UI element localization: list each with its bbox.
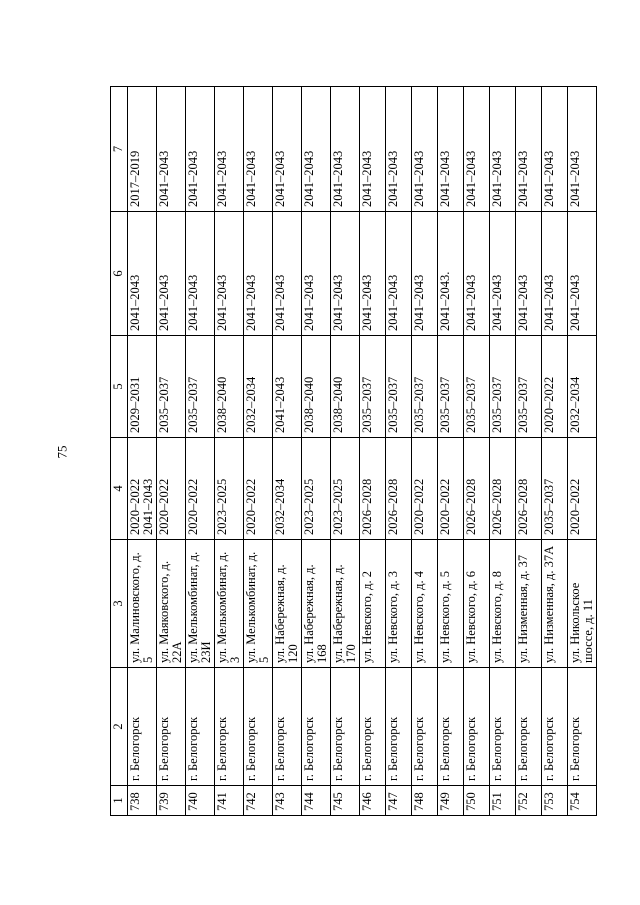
table-cell: ул. Невского, д. 4 (412, 540, 438, 668)
table-cell: 2038–2040 (302, 336, 331, 438)
document-table (110, 86, 597, 816)
table-cell: 2020–2022 (157, 438, 186, 540)
table-cell: г. Белогорск (157, 668, 186, 786)
table-cell: 744 (302, 786, 331, 816)
table-cell: г. Белогорск (542, 668, 568, 786)
table-cell: 2041–2043 (157, 87, 186, 212)
table-cell: 2035–2037 (516, 336, 542, 438)
table-cell: 2041–2043 (360, 212, 386, 336)
table-row (412, 87, 438, 816)
table-cell: 2035–2037 (412, 336, 438, 438)
table-cell: ул. Невского, д. 8 (490, 540, 516, 668)
table-row (128, 87, 157, 816)
table-cell: 2023–2025 (215, 438, 244, 540)
table-row (568, 87, 597, 816)
table-cell: 2035–2037 (186, 336, 215, 438)
table-cell: 2035–2037 (464, 336, 490, 438)
table-cell: 2041–2043 (386, 87, 412, 212)
table-cell: 2041–2043 (244, 87, 273, 212)
table-cell: 2029–2031 (128, 336, 157, 438)
table-cell: 754 (568, 786, 597, 816)
table-cell: 2020–2022 (542, 336, 568, 438)
table-cell: ул. Невского, д. 6 (464, 540, 490, 668)
table-cell: 742 (244, 786, 273, 816)
table-cell: ул. Набережная, д. 120 (273, 540, 302, 668)
table-cell: ул. Набережная, д. 170 (331, 540, 360, 668)
table-cell: 2041–2043 (412, 212, 438, 336)
table-cell: 743 (273, 786, 302, 816)
table-cell: ул. Невского, д. 3 (386, 540, 412, 668)
table-cell: 2020–2022 (244, 438, 273, 540)
column-header: 6 (111, 212, 128, 336)
table-row (157, 87, 186, 816)
table-row (360, 87, 386, 816)
table-cell: 2035–2037 (542, 438, 568, 540)
table-cell: 2041–2043 (412, 87, 438, 212)
table-cell: 2041–2043 (215, 87, 244, 212)
table-cell: 2041–2043 (186, 87, 215, 212)
table-cell: 2032–2034 (568, 336, 597, 438)
column-header: 1 (111, 786, 128, 816)
table-cell: 741 (215, 786, 244, 816)
table-cell: г. Белогорск (490, 668, 516, 786)
table-cell: 2041–2043 (302, 87, 331, 212)
table-cell: ул. Низменная, д. 37А (542, 540, 568, 668)
table-cell: 2041–2043 (438, 87, 464, 212)
table-cell: 2041–2043 (128, 212, 157, 336)
table-cell: 748 (412, 786, 438, 816)
table-cell: 2026–2028 (386, 438, 412, 540)
table-cell: 2041–2043 (273, 336, 302, 438)
table-cell: 2041–2043. (438, 212, 464, 336)
table-cell: 2041–2043 (464, 87, 490, 212)
table-cell: ул. Набережная, д. 168 (302, 540, 331, 668)
table-row (331, 87, 360, 816)
table-cell: г. Белогорск (412, 668, 438, 786)
table-cell: г. Белогорск (464, 668, 490, 786)
table-cell: 750 (464, 786, 490, 816)
table-cell: 2041–2043 (157, 212, 186, 336)
table-row (244, 87, 273, 816)
table-row (490, 87, 516, 816)
table-cell: 2023–2025 (331, 438, 360, 540)
table-cell: 739 (157, 786, 186, 816)
table-cell: ул. Маяковского, д. 22А (157, 540, 186, 668)
table-cell: 2020–2022 (568, 438, 597, 540)
table-cell: 2041–2043 (331, 87, 360, 212)
column-header: 2 (111, 668, 128, 786)
table-cell: 752 (516, 786, 542, 816)
page-number: 75 (54, 445, 70, 459)
table-cell: 2020–2022 (412, 438, 438, 540)
table-cell: 2041–2043 (386, 212, 412, 336)
table-cell: 2041–2043 (464, 212, 490, 336)
table-cell: 2032–2034 (244, 336, 273, 438)
table-cell: ул. Мелькомбинат, д. 5 (244, 540, 273, 668)
table-cell: 2041–2043 (273, 212, 302, 336)
table-cell: 745 (331, 786, 360, 816)
table-cell: г. Белогорск (331, 668, 360, 786)
table-cell: г. Белогорск (516, 668, 542, 786)
table-cell: 2038–2040 (331, 336, 360, 438)
table-cell: 2041–2043 (516, 212, 542, 336)
table-cell: 740 (186, 786, 215, 816)
table-row (215, 87, 244, 816)
table-cell: 2041–2043 (490, 212, 516, 336)
table-cell: 746 (360, 786, 386, 816)
table-header-row (111, 87, 128, 816)
table-row (386, 87, 412, 816)
table-cell: г. Белогорск (273, 668, 302, 786)
table-cell: 2032–2034 (273, 438, 302, 540)
table-cell: 2026–2028 (464, 438, 490, 540)
table-cell: 2026–2028 (360, 438, 386, 540)
table-cell: 2020–2022 2041–2043 (128, 438, 157, 540)
table-cell: 2041–2043 (244, 212, 273, 336)
table-cell: 753 (542, 786, 568, 816)
table-cell: 2041–2043 (490, 87, 516, 212)
table-row (302, 87, 331, 816)
table-cell: 747 (386, 786, 412, 816)
table-row (464, 87, 490, 816)
table-cell: 2020–2022 (438, 438, 464, 540)
table-cell: 2023–2025 (302, 438, 331, 540)
table-cell: 2041–2043 (331, 212, 360, 336)
table-row (438, 87, 464, 816)
table-cell: 2026–2028 (516, 438, 542, 540)
table-cell: 2038–2040 (215, 336, 244, 438)
table-row (516, 87, 542, 816)
table-cell: 738 (128, 786, 157, 816)
table-cell: ул. Невского, д. 5 (438, 540, 464, 668)
table-cell: ул. Малиновского, д. 5 (128, 540, 157, 668)
table-cell: 2020–2022 (186, 438, 215, 540)
table-cell: 2041–2043 (542, 212, 568, 336)
table-cell: ул. Невского, д. 2 (360, 540, 386, 668)
table-cell: 2041–2043 (568, 87, 597, 212)
table-cell: г. Белогорск (360, 668, 386, 786)
table-cell: 2041–2043 (568, 212, 597, 336)
table-cell: г. Белогорск (215, 668, 244, 786)
table-row (273, 87, 302, 816)
table-cell: г. Белогорск (438, 668, 464, 786)
table-cell: ул. Никольское шоссе, д. 11 (568, 540, 597, 668)
table-cell: ул. Мелькомбинат, д. 3 (215, 540, 244, 668)
table-cell: 749 (438, 786, 464, 816)
table-cell: 2041–2043 (273, 87, 302, 212)
table-cell: г. Белогорск (244, 668, 273, 786)
table-cell: 2041–2043 (542, 87, 568, 212)
table-cell: г. Белогорск (386, 668, 412, 786)
table-cell: 751 (490, 786, 516, 816)
column-header: 7 (111, 87, 128, 212)
table-cell: 2041–2043 (516, 87, 542, 212)
table-row (186, 87, 215, 816)
table-cell: г. Белогорск (128, 668, 157, 786)
column-header: 5 (111, 336, 128, 438)
table-cell: ул. Низменная, д. 37 (516, 540, 542, 668)
table-cell: 2035–2037 (157, 336, 186, 438)
table-cell: 2041–2043 (302, 212, 331, 336)
table-cell: г. Белогорск (186, 668, 215, 786)
table-cell: 2017–2019 (128, 87, 157, 212)
table-cell: 2035–2037 (438, 336, 464, 438)
table-cell: 2035–2037 (490, 336, 516, 438)
table-cell: 2041–2043 (186, 212, 215, 336)
table-cell: 2035–2037 (386, 336, 412, 438)
table-cell: 2035–2037 (360, 336, 386, 438)
table-row (542, 87, 568, 816)
table-cell: ул. Мелькомбинат, д. 23И (186, 540, 215, 668)
table-cell: 2041–2043 (215, 212, 244, 336)
column-header: 3 (111, 540, 128, 668)
table-cell: г. Белогорск (302, 668, 331, 786)
column-header: 4 (111, 438, 128, 540)
table-container (110, 87, 595, 816)
table-cell: 2041–2043 (360, 87, 386, 212)
table-cell: г. Белогорск (568, 668, 597, 786)
table-cell: 2026–2028 (490, 438, 516, 540)
